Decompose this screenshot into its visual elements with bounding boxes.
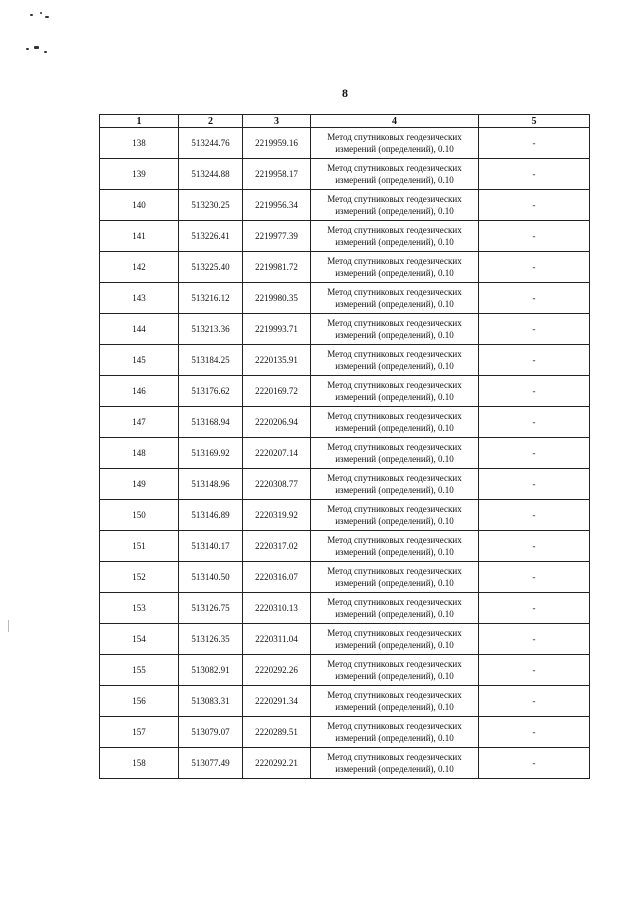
scan-speck xyxy=(8,620,9,632)
scan-speck xyxy=(45,16,49,18)
point-number-cell: 156 xyxy=(100,686,179,717)
method-cell xyxy=(311,407,479,438)
column-header: 2 xyxy=(179,115,243,128)
method-text-line: измерений (определений), 0.10 xyxy=(335,485,454,495)
y-coordinate-cell: 2219980.35 xyxy=(243,283,311,314)
x-coordinate-cell: 513146.89 xyxy=(179,500,243,531)
x-coordinate-cell: 513148.96 xyxy=(179,469,243,500)
method-text-line: измерений (определений), 0.10 xyxy=(335,609,454,619)
note-cell: - xyxy=(479,500,590,531)
scan-speck xyxy=(34,46,39,49)
method-text-line: измерений (определений), 0.10 xyxy=(335,361,454,371)
method-cell xyxy=(311,345,479,376)
table-row xyxy=(100,500,590,531)
point-number-cell: 153 xyxy=(100,593,179,624)
point-number-cell: 144 xyxy=(100,314,179,345)
note-cell: - xyxy=(479,624,590,655)
point-number-cell: 155 xyxy=(100,655,179,686)
y-coordinate-cell: 2220311.04 xyxy=(243,624,311,655)
note-cell: - xyxy=(479,314,590,345)
point-number-cell: 139 xyxy=(100,159,179,190)
method-text-line: Метод спутниковых геодезических xyxy=(327,194,462,204)
method-text-line: Метод спутниковых геодезических xyxy=(327,659,462,669)
point-number-cell: 138 xyxy=(100,128,179,159)
point-number-cell: 145 xyxy=(100,345,179,376)
method-text-line: Метод спутниковых геодезических xyxy=(327,349,462,359)
method-cell xyxy=(311,748,479,779)
table-row xyxy=(100,593,590,624)
note-cell: - xyxy=(479,376,590,407)
y-coordinate-cell: 2220317.02 xyxy=(243,531,311,562)
table-row xyxy=(100,190,590,221)
table-row xyxy=(100,655,590,686)
method-cell xyxy=(311,593,479,624)
method-text-line: Метод спутниковых геодезических xyxy=(327,132,462,142)
point-number-cell: 149 xyxy=(100,469,179,500)
method-cell xyxy=(311,717,479,748)
method-text-line: измерений (определений), 0.10 xyxy=(335,640,454,650)
table-row xyxy=(100,314,590,345)
x-coordinate-cell: 513126.35 xyxy=(179,624,243,655)
method-text-line: измерений (определений), 0.10 xyxy=(335,299,454,309)
method-text-line: Метод спутниковых геодезических xyxy=(327,225,462,235)
x-coordinate-cell: 513082.91 xyxy=(179,655,243,686)
method-cell xyxy=(311,531,479,562)
method-cell xyxy=(311,562,479,593)
note-cell: - xyxy=(479,252,590,283)
x-coordinate-cell: 513184.25 xyxy=(179,345,243,376)
method-text-line: измерений (определений), 0.10 xyxy=(335,547,454,557)
note-cell: - xyxy=(479,190,590,221)
scan-speck xyxy=(30,14,33,16)
method-text-line: измерений (определений), 0.10 xyxy=(335,764,454,774)
coordinates-table xyxy=(99,114,590,779)
note-cell: - xyxy=(479,345,590,376)
note-cell: - xyxy=(479,128,590,159)
x-coordinate-cell: 513244.76 xyxy=(179,128,243,159)
method-cell xyxy=(311,252,479,283)
y-coordinate-cell: 2220289.51 xyxy=(243,717,311,748)
y-coordinate-cell: 2220207.14 xyxy=(243,438,311,469)
note-cell: - xyxy=(479,531,590,562)
table-row xyxy=(100,128,590,159)
method-text-line: измерений (определений), 0.10 xyxy=(335,733,454,743)
y-coordinate-cell: 2220206.94 xyxy=(243,407,311,438)
method-text-line: Метод спутниковых геодезических xyxy=(327,628,462,638)
y-coordinate-cell: 2219993.71 xyxy=(243,314,311,345)
x-coordinate-cell: 513213.36 xyxy=(179,314,243,345)
method-text-line: измерений (определений), 0.10 xyxy=(335,392,454,402)
table-row xyxy=(100,748,590,779)
y-coordinate-cell: 2220316.07 xyxy=(243,562,311,593)
scan-speck xyxy=(26,48,29,50)
note-cell: - xyxy=(479,655,590,686)
note-cell: - xyxy=(479,407,590,438)
table-body xyxy=(100,128,590,779)
point-number-cell: 157 xyxy=(100,717,179,748)
method-text-line: Метод спутниковых геодезических xyxy=(327,256,462,266)
point-number-cell: 154 xyxy=(100,624,179,655)
x-coordinate-cell: 513230.25 xyxy=(179,190,243,221)
method-text-line: измерений (определений), 0.10 xyxy=(335,516,454,526)
x-coordinate-cell: 513140.17 xyxy=(179,531,243,562)
method-cell xyxy=(311,159,479,190)
table-row xyxy=(100,376,590,407)
table-header-row xyxy=(100,115,590,128)
point-number-cell: 143 xyxy=(100,283,179,314)
method-cell xyxy=(311,190,479,221)
x-coordinate-cell: 513168.94 xyxy=(179,407,243,438)
method-text-line: Метод спутниковых геодезических xyxy=(327,473,462,483)
method-text-line: Метод спутниковых геодезических xyxy=(327,504,462,514)
point-number-cell: 147 xyxy=(100,407,179,438)
table-row xyxy=(100,686,590,717)
method-text-line: Метод спутниковых геодезических xyxy=(327,287,462,297)
y-coordinate-cell: 2219956.34 xyxy=(243,190,311,221)
method-text-line: Метод спутниковых геодезических xyxy=(327,597,462,607)
table-row xyxy=(100,159,590,190)
method-text-line: Метод спутниковых геодезических xyxy=(327,690,462,700)
y-coordinate-cell: 2220169.72 xyxy=(243,376,311,407)
scan-speck xyxy=(40,12,42,14)
column-header: 5 xyxy=(479,115,590,128)
method-cell xyxy=(311,469,479,500)
method-text-line: Метод спутниковых геодезических xyxy=(327,318,462,328)
method-text-line: Метод спутниковых геодезических xyxy=(327,721,462,731)
x-coordinate-cell: 513083.31 xyxy=(179,686,243,717)
note-cell: - xyxy=(479,159,590,190)
method-cell xyxy=(311,283,479,314)
method-cell xyxy=(311,624,479,655)
note-cell: - xyxy=(479,283,590,314)
y-coordinate-cell: 2219959.16 xyxy=(243,128,311,159)
point-number-cell: 152 xyxy=(100,562,179,593)
table-row xyxy=(100,469,590,500)
method-text-line: измерений (определений), 0.10 xyxy=(335,702,454,712)
note-cell: - xyxy=(479,469,590,500)
point-number-cell: 142 xyxy=(100,252,179,283)
table-row xyxy=(100,717,590,748)
method-text-line: Метод спутниковых геодезических xyxy=(327,566,462,576)
table-row xyxy=(100,531,590,562)
point-number-cell: 140 xyxy=(100,190,179,221)
scan-speck xyxy=(44,51,47,53)
method-cell xyxy=(311,500,479,531)
point-number-cell: 146 xyxy=(100,376,179,407)
table-row xyxy=(100,283,590,314)
point-number-cell: 141 xyxy=(100,221,179,252)
column-header: 3 xyxy=(243,115,311,128)
x-coordinate-cell: 513126.75 xyxy=(179,593,243,624)
method-cell xyxy=(311,376,479,407)
note-cell: - xyxy=(479,593,590,624)
y-coordinate-cell: 2219981.72 xyxy=(243,252,311,283)
page-number: 8 xyxy=(342,86,348,100)
note-cell: - xyxy=(479,221,590,252)
table-row xyxy=(100,345,590,376)
method-cell xyxy=(311,686,479,717)
x-coordinate-cell: 513079.07 xyxy=(179,717,243,748)
method-text-line: измерений (определений), 0.10 xyxy=(335,330,454,340)
note-cell: - xyxy=(479,686,590,717)
x-coordinate-cell: 513176.62 xyxy=(179,376,243,407)
method-text-line: измерений (определений), 0.10 xyxy=(335,423,454,433)
y-coordinate-cell: 2220292.26 xyxy=(243,655,311,686)
note-cell: - xyxy=(479,562,590,593)
y-coordinate-cell: 2220291.34 xyxy=(243,686,311,717)
table-row xyxy=(100,624,590,655)
method-text-line: Метод спутниковых геодезических xyxy=(327,411,462,421)
method-text-line: Метод спутниковых геодезических xyxy=(327,535,462,545)
table-row xyxy=(100,407,590,438)
method-cell xyxy=(311,655,479,686)
method-text-line: Метод спутниковых геодезических xyxy=(327,752,462,762)
point-number-cell: 151 xyxy=(100,531,179,562)
y-coordinate-cell: 2220319.92 xyxy=(243,500,311,531)
table-row xyxy=(100,562,590,593)
note-cell: - xyxy=(479,748,590,779)
method-cell xyxy=(311,221,479,252)
note-cell: - xyxy=(479,717,590,748)
x-coordinate-cell: 513244.88 xyxy=(179,159,243,190)
method-text-line: измерений (определений), 0.10 xyxy=(335,454,454,464)
x-coordinate-cell: 513169.92 xyxy=(179,438,243,469)
table-row xyxy=(100,252,590,283)
y-coordinate-cell: 2220135.91 xyxy=(243,345,311,376)
note-cell: - xyxy=(479,438,590,469)
method-text-line: Метод спутниковых геодезических xyxy=(327,442,462,452)
y-coordinate-cell: 2220310.13 xyxy=(243,593,311,624)
x-coordinate-cell: 513225.40 xyxy=(179,252,243,283)
table-row xyxy=(100,221,590,252)
method-text-line: измерений (определений), 0.10 xyxy=(335,144,454,154)
method-text-line: измерений (определений), 0.10 xyxy=(335,175,454,185)
method-text-line: Метод спутниковых геодезических xyxy=(327,380,462,390)
column-header: 4 xyxy=(311,115,479,128)
method-text-line: Метод спутниковых геодезических xyxy=(327,163,462,173)
method-cell xyxy=(311,128,479,159)
method-text-line: измерений (определений), 0.10 xyxy=(335,268,454,278)
method-text-line: измерений (определений), 0.10 xyxy=(335,671,454,681)
method-text-line: измерений (определений), 0.10 xyxy=(335,578,454,588)
x-coordinate-cell: 513216.12 xyxy=(179,283,243,314)
method-cell xyxy=(311,314,479,345)
point-number-cell: 158 xyxy=(100,748,179,779)
method-cell xyxy=(311,438,479,469)
point-number-cell: 150 xyxy=(100,500,179,531)
point-number-cell: 148 xyxy=(100,438,179,469)
method-text-line: измерений (определений), 0.10 xyxy=(335,206,454,216)
method-text-line: измерений (определений), 0.10 xyxy=(335,237,454,247)
x-coordinate-cell: 513226.41 xyxy=(179,221,243,252)
x-coordinate-cell: 513140.50 xyxy=(179,562,243,593)
y-coordinate-cell: 2219958.17 xyxy=(243,159,311,190)
table-row xyxy=(100,438,590,469)
x-coordinate-cell: 513077.49 xyxy=(179,748,243,779)
y-coordinate-cell: 2219977.39 xyxy=(243,221,311,252)
column-header: 1 xyxy=(100,115,179,128)
y-coordinate-cell: 2220308.77 xyxy=(243,469,311,500)
y-coordinate-cell: 2220292.21 xyxy=(243,748,311,779)
